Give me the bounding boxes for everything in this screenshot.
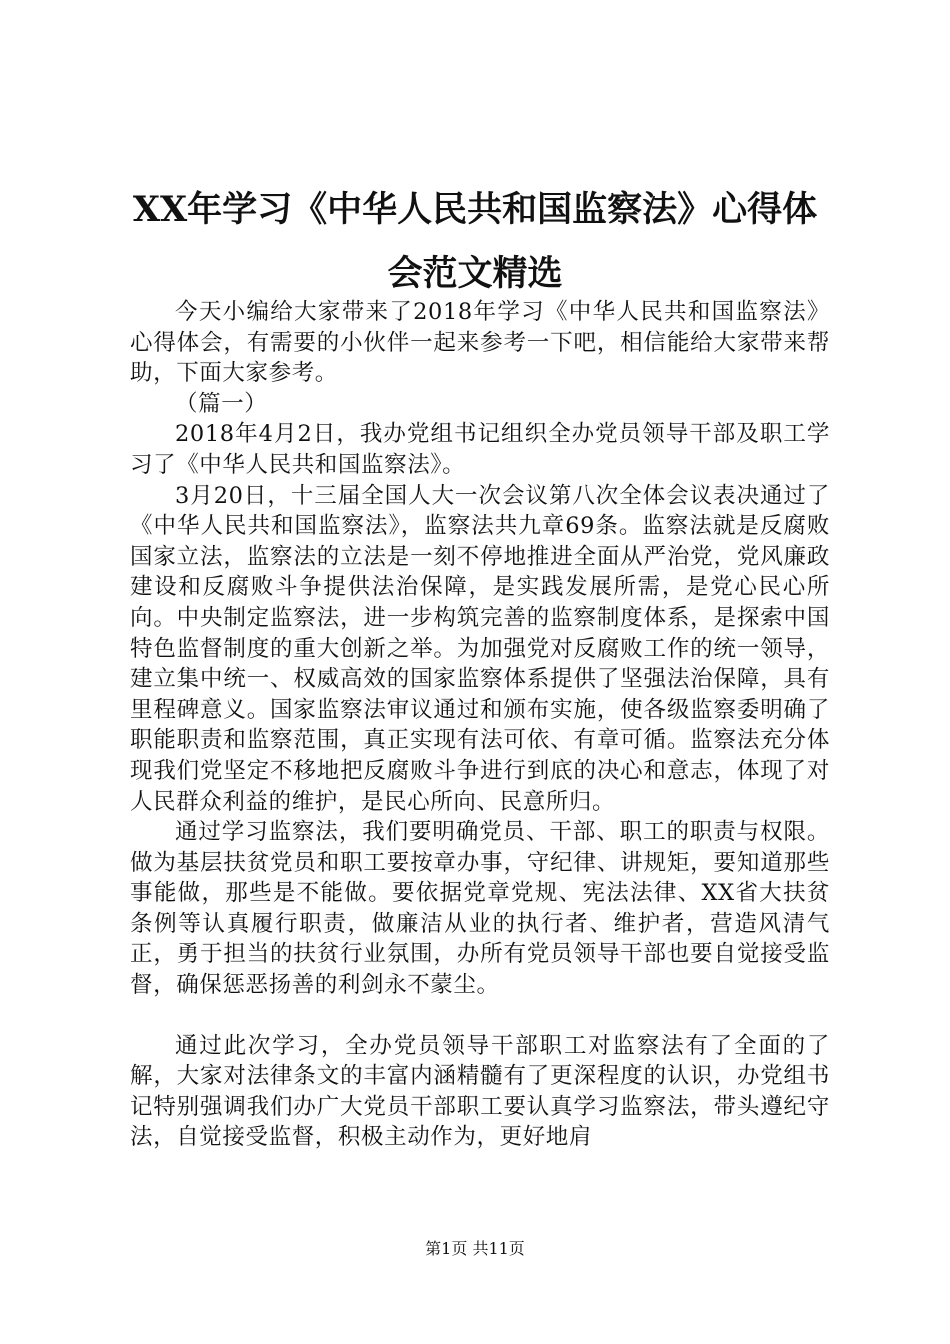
body-paragraph: 通过此次学习，全办党员领导干部职工对监察法有了全面的了解，大家对法律条文的丰富内涵精髓有了更深程度的认识，办党组书记特别强调我们办广大党员干部职工要认真学习监察法，带头遵纪守法，自觉接受监督，积极主动作为，更好地肩 — [130, 1032, 830, 1151]
document-title: XX年学习《中华人民共和国监察法》心得体会范文精选 — [132, 189, 818, 294]
page-footer: 第1页 共11页 — [425, 1239, 525, 1258]
section-heading: （篇一） — [175, 390, 268, 417]
body-paragraph: 通过学习监察法，我们要明确党员、干部、职工的职责与权限。做为基层扶贫党员和职工要按章办事，守纪律、讲规矩，要知道那些事能做，那些是不能做。要依据党章党规、宪法法律、XX省大扶贫条例等认真履行职责，做廉洁从业的执行者、维护者，营造风清气正，勇于担当的扶贫行业氛围，办所有党员领导干部也要自觉接受监督，确保惩恶扬善的利剑永不蒙尘。 — [130, 819, 830, 999]
body-paragraph: 3月20日，十三届全国人大一次会议第八次全体会议表决通过了《中华人民共和国监察法》，监察法共九章69条。监察法就是反腐败国家立法，监察法的立法是一刻不停地推进全面从严治党，党风廉政建设和反腐败斗争提供法治保障，是实践发展所需，是党心民心所向。中央制定监察法，进一步构筑完善的监察制度体系，是探索中国特色监督制度的重大创新之举。为加强党对反腐败工作的统一领导，建立集中统一、权威高效的国家监察体系提供了坚强法治保障，具有里程碑意义。国家监察法审议通过和颁布实施，使各级监察委明确了职能职责和监察范围，真正实现有法可依、有章可循。监察法充分体现我们党坚定不移地把反腐败斗争进行到底的决心和意志，体现了对人民群众利益的维护，是民心所向、民意所归。 — [130, 482, 830, 815]
body-paragraph: 2018年4月2日，我办党组书记组织全办党员领导干部及职工学习了《中华人民共和国监察法》。 — [130, 421, 830, 478]
intro-paragraph: 今天小编给大家带来了2018年学习《中华人民共和国监察法》心得体会，有需要的小伙伴一起来参考一下吧，相信能给大家带来帮助，下面大家参考。 — [130, 299, 830, 387]
document-body — [130, 297, 830, 1153]
